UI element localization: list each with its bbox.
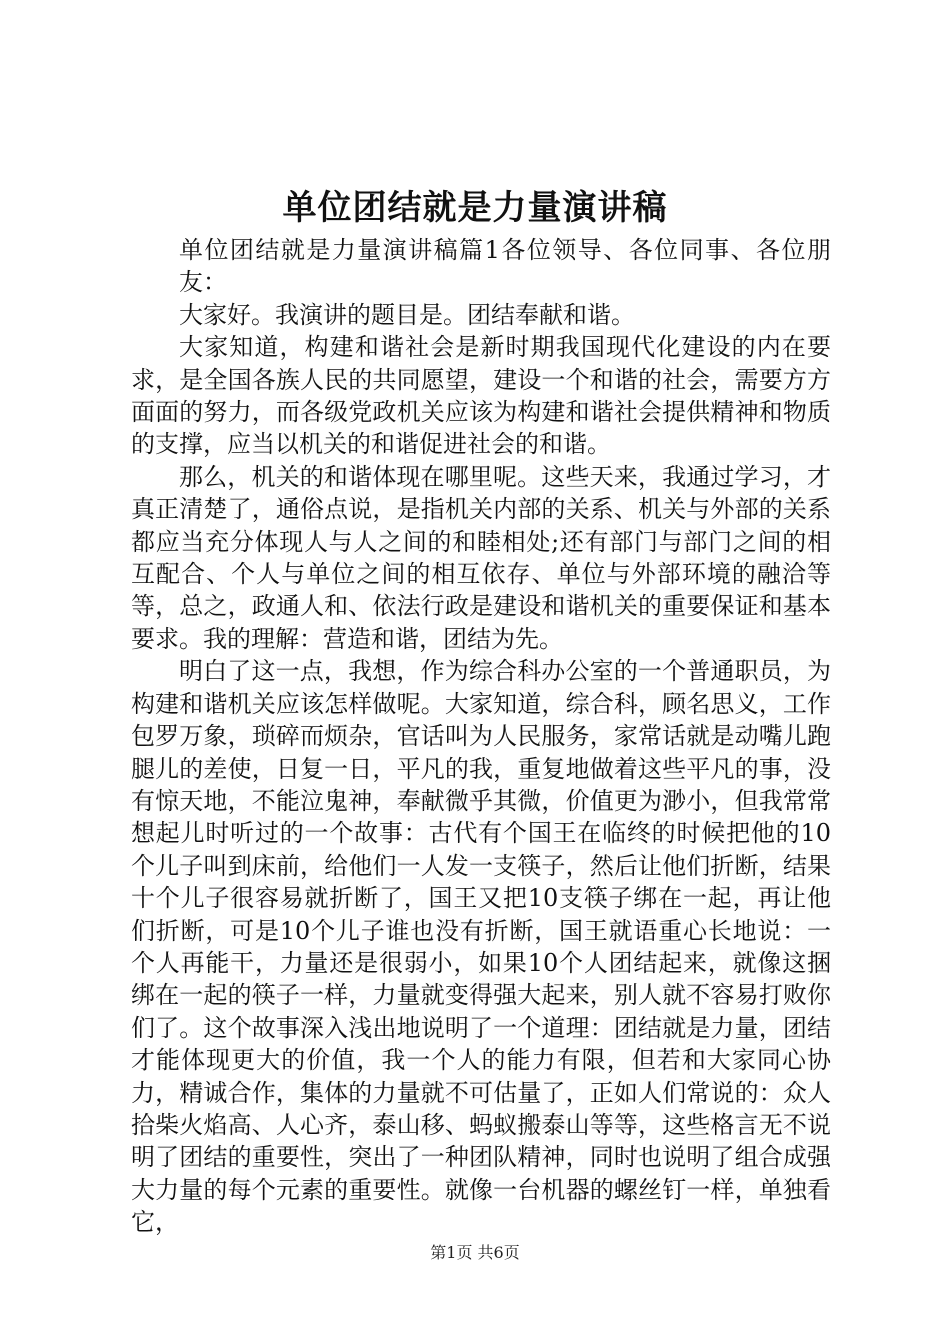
paragraph-unity-story: 明白了这一点，我想，作为综合科办公室的一个普通职员，为构建和谐机关应该怎样做呢。大家知道，综合科，顾名思义，工作包罗万象，琐碎而烦杂，官话叫为人民服务，家常话就是动嘴儿跑腿儿的差使，日复一日，平凡的我，重复地做着这些平凡的事，没有惊天地，不能泣鬼神，奉献微乎其微，价值更为渺小，但我常常想起儿时听过的一个故事：古代有个国王在临终的时候把他的10个儿子叫到床前，给他们一人发一支筷子，然后让他们折断，结果十个儿子很容易就折断了，国王又把10支筷子绑在一起，再让他们折断，可是10个儿子谁也没有折断，国王就语重心长地说：一个人再能干，力量还是很弱小，如果10个人团结起来，就像这捆绑在一起的筷子一样，力量就变得强大起来，别人就不容易打败你们了。这个故事深入浅出地说明了一个道理：团结就是力量，团结才能体现更大的价值，我一个人的能力有限，但若和大家同心协力，精诚合作，集体的力量就不可估量了，正如人们常说的：众人拾柴火焰高、人心齐，泰山移、蚂蚁搬泰山等等，这些格言无不说明了团结的重要性，突出了一种团队精神，同时也说明了组合成强大力量的每个元素的重要性。就像一台机器的螺丝钉一样，单独看它， — [131, 657, 831, 1237]
paragraph-intro: 单位团结就是力量演讲稿篇1各位领导、各位同事、各位朋友： — [179, 236, 831, 297]
document-body — [131, 234, 831, 1239]
document-title: 单位团结就是力量演讲稿 — [282, 188, 668, 228]
paragraph-greeting: 大家好。我演讲的题目是。团结奉献和谐。 — [179, 300, 635, 329]
page-footer: 第1页 共6页 — [430, 1243, 520, 1262]
paragraph-harmony-society: 大家知道，构建和谐社会是新时期我国现代化建设的内在要求，是全国各族人民的共同愿望，建设一个和谐的社会，需要方方面面的努力，而各级党政机关应该为构建和谐社会提供精神和物质的支撑，应当以机关的和谐促进社会的和谐。 — [131, 333, 831, 459]
paragraph-harmony-organization: 那么，机关的和谐体现在哪里呢。这些天来，我通过学习，才真正清楚了，通俗点说，是指机关内部的关系、机关与外部的关系都应当充分体现人与人之间的和睦相处;还有部门与部门之间的相互配合、个人与单位之间的相互依存、单位与外部环境的融洽等等，总之，政通人和、依法行政是建设和谐机关的重要保证和基本要求。我的理解：营造和谐，团结为先。 — [131, 462, 831, 653]
